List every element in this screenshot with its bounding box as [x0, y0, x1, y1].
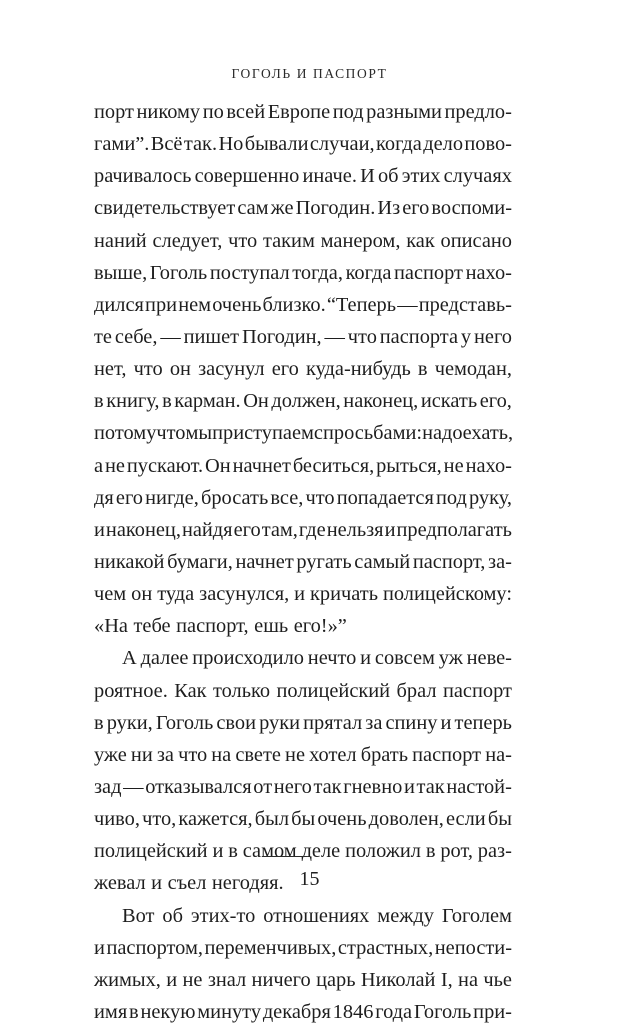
text-line: никакой бумаги, начнет ругать самый паспорт, за- [94, 550, 512, 573]
text-line: «На тебе паспорт, ешь его!»” [94, 615, 347, 638]
text-line: чиво, что, кажется, был бы очень доволен, если бы [94, 808, 512, 831]
text-line: порт никому по всей Европе под разными предло- [94, 101, 512, 123]
text-line: уже ни за что на свете не хотел брать паспорт на- [94, 743, 512, 766]
text-line: чем он туда засунулся, и кричать полицейскому: [94, 583, 512, 606]
text-line: полицейский и в самом деле положил в рот, раз- [94, 840, 512, 863]
text-line: гами”. Всё так. Но бывали случаи, когда дело пово- [94, 133, 512, 156]
text-line: роятное. Как только полицейский брал паспорт [94, 679, 512, 702]
running-head: ГОГОЛЬ И ПАСПОРТ [231, 66, 388, 81]
text-line: жимых, и не знал ничего царь Николай I, на чье [94, 968, 512, 991]
footer-rule [262, 856, 307, 857]
text-line: дился при нем очень близко. “Теперь — представь- [94, 293, 512, 316]
text-line: в руки, Гоголь свои руки прятал за спину и теперь [94, 711, 512, 734]
text-line: наний следует, что таким манером, как описано [94, 229, 512, 252]
text-line: и паспортом, переменчивых, страстных, непости- [94, 936, 512, 959]
text-line: дя его нигде, бросать все, что попадается под руку, [94, 486, 512, 509]
text-line: зад — отказывался от него так гневно и так настой- [94, 775, 512, 798]
text-line: жевал и съел негодяя. [94, 872, 284, 895]
text-line: те себе, — пишет Погодин, — что паспорта у него [94, 325, 512, 348]
text-line: А далее происходило нечто и совсем уж неве- [122, 647, 512, 670]
page-number: 15 [299, 868, 320, 890]
text-line: Вот об этих-то отношениях между Гоголем [122, 904, 512, 927]
text-line: а не пускают. Он начнет беситься, рыться, не нахо- [94, 454, 512, 477]
text-line: имя в некую минуту декабря 1846 года Гоголь при- [94, 1000, 512, 1023]
text-line: нет, что он засунул его куда-нибудь в чемодан, [94, 358, 512, 381]
text-line: рачивалось совершенно иначе. И об этих случаях [94, 165, 512, 188]
text-line: свидетельствует сам же Погодин. Из его воспоми- [94, 197, 512, 220]
text-line: в книгу, в карман. Он должен, наконец, искать его, [94, 390, 512, 413]
text-line: потому что мы приступаем с просьбами: надо ехать, [94, 422, 514, 445]
text-line: и наконец, найдя его там, где нельзя и предполагать [94, 518, 512, 541]
text-line: выше, Гоголь поступал тогда, когда паспорт нахо- [94, 261, 512, 284]
